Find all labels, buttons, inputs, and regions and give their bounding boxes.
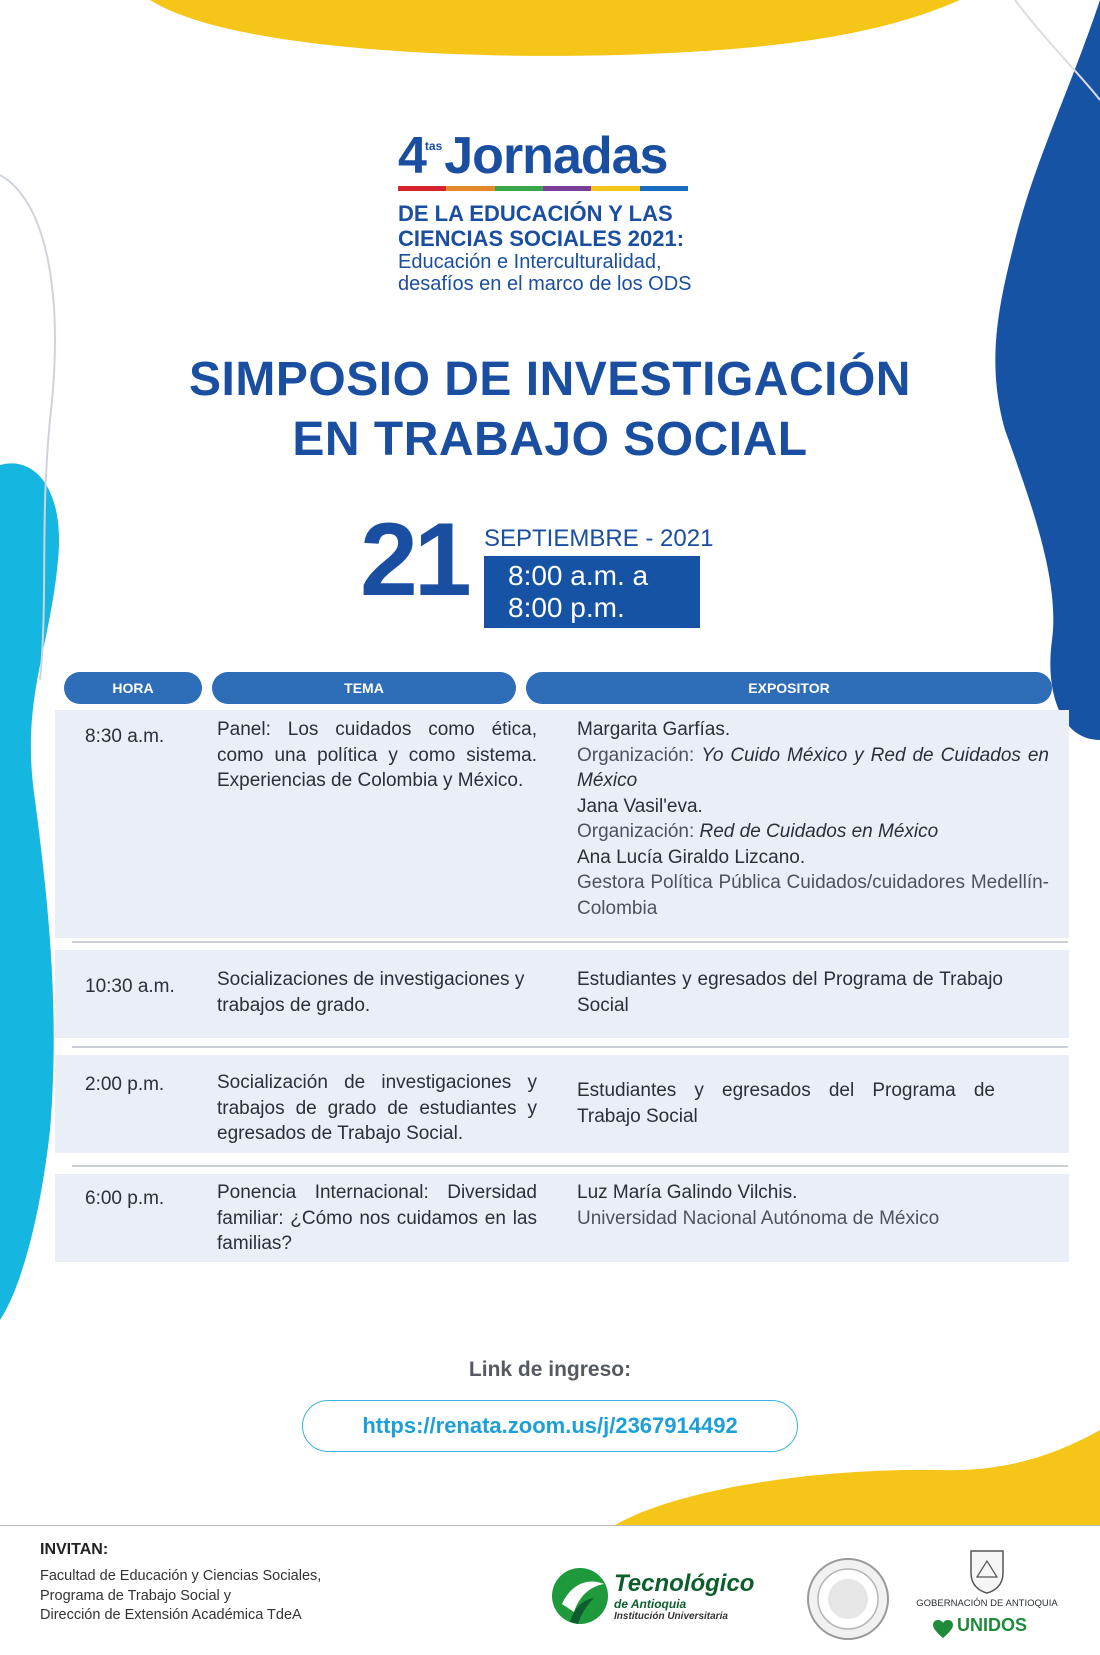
row-tema: Socializaciones de investigaciones y trabajos de grado.	[217, 969, 525, 1016]
header-tema: TEMA	[212, 672, 516, 704]
row-divider	[72, 1046, 1068, 1048]
header-expositor: EXPOSITOR	[526, 672, 1052, 704]
jornadas-logo	[398, 127, 698, 295]
speaker-name: Ana Lucía Giraldo Lizcano.	[577, 846, 806, 868]
row-expositor	[577, 1180, 1049, 1231]
row-divider	[72, 941, 1068, 943]
event-time-box	[484, 556, 700, 628]
speaker-detail: Gestora Política Pública Cuidados/cuidadores Medellín-Colombia	[577, 872, 1049, 919]
event-month-year: SEPTIEMBRE - 2021	[484, 525, 714, 552]
coat-of-arms-icon	[967, 1547, 1007, 1595]
row-hora: 6:00 p.m.	[85, 1188, 165, 1209]
cyan-left-blob	[0, 463, 59, 1320]
title-line1: SIMPOSIO DE INVESTIGACIÓN	[189, 353, 911, 406]
logo-superscript: tas	[424, 139, 443, 153]
row-expositor	[577, 717, 1049, 921]
title-line2: EN TRABAJO SOCIAL	[292, 413, 808, 466]
row-tema: Socialización de investigaciones y trabajos de grado de estudiantes y egresados de Trabajo Social.	[217, 1072, 537, 1144]
invitan-line: Programa de Trabajo Social y	[40, 1587, 232, 1604]
time-line1: 8:00 a.m. a	[508, 560, 649, 591]
logo-line3: Educación e Interculturalidad,	[398, 251, 662, 273]
zoom-link[interactable]: https://renata.zoom.us/j/2367914492	[302, 1400, 798, 1452]
speaker-detail: Universidad Nacional Autónoma de México	[577, 1207, 940, 1229]
footer-divider	[0, 1525, 1100, 1526]
logo-color-bar	[398, 186, 688, 191]
invitan-label: INVITAN:	[40, 1541, 109, 1558]
table-row	[55, 1174, 1069, 1262]
time-line2: 8:00 p.m.	[508, 592, 625, 623]
table-row	[55, 1055, 1069, 1153]
speaker-name: Margarita Garfías.	[577, 719, 731, 740]
gobernacion-name: GOBERNACIÓN DE ANTIOQUIA	[916, 1598, 1058, 1609]
row-tema: Panel: Los cuidados como ética, como una política y como sistema. Experiencias de Colombia y México.	[217, 719, 537, 791]
gobernacion-logo	[912, 1545, 1062, 1645]
heart-icon	[932, 1619, 954, 1639]
logo-line2: CIENCIAS SOCIALES 2021:	[398, 226, 685, 251]
logo-line1: DE LA EDUCACIÓN Y LAS	[398, 201, 673, 226]
invitan-line: Dirección de Extensión Académica TdeA	[40, 1607, 302, 1623]
tdea-name: Tecnológico	[614, 1570, 755, 1597]
page-title	[0, 350, 1100, 470]
link-label: Link de ingreso:	[468, 1358, 632, 1381]
invitan-line: Facultad de Educación y Ciencias Sociales,	[40, 1568, 322, 1584]
logo-word: Jornadas	[444, 127, 668, 185]
logo-line4: desafíos en el marco de los ODS	[398, 273, 692, 295]
logo-number: 4	[398, 127, 425, 185]
tdea-logo	[548, 1556, 798, 1636]
speaker-name: Luz María Galindo Vilchis.	[577, 1182, 798, 1203]
row-tema: Ponencia Internacional: Diversidad familiar: ¿Cómo nos cuidamos en las familias?	[217, 1182, 537, 1254]
tdea-sub1: de Antioquia	[614, 1597, 687, 1611]
gobernacion-slogan: UNIDOS	[957, 1615, 1028, 1635]
table-row	[55, 710, 1069, 938]
row-hora: 2:00 p.m.	[85, 1074, 165, 1095]
row-expositor: Estudiantes y egresados del Programa de Trabajo Social	[577, 969, 1003, 1016]
tdea-emblem-icon	[548, 1564, 614, 1634]
table-row	[55, 950, 1069, 1038]
row-hora: 8:30 a.m.	[85, 726, 165, 747]
row-divider	[72, 1165, 1068, 1167]
header-hora: HORA	[64, 672, 202, 704]
row-hora: 10:30 a.m.	[85, 976, 175, 997]
row-expositor: Estudiantes y egresados del Programa de Trabajo Social	[577, 1080, 995, 1127]
speaker-org: Organización: Red de Cuidados en México	[577, 821, 939, 842]
speaker-name: Jana Vasil'eva.	[577, 795, 703, 817]
event-day: 21	[360, 502, 468, 618]
yellow-top-blob	[150, 0, 960, 56]
invitan-text	[40, 1567, 321, 1626]
speaker-org: Organización: Yo Cuido México y Red de Cuidados en México	[577, 744, 1049, 791]
tdea-sub2: Institución Universitaria	[614, 1611, 728, 1622]
accreditation-seal-icon	[806, 1557, 890, 1641]
